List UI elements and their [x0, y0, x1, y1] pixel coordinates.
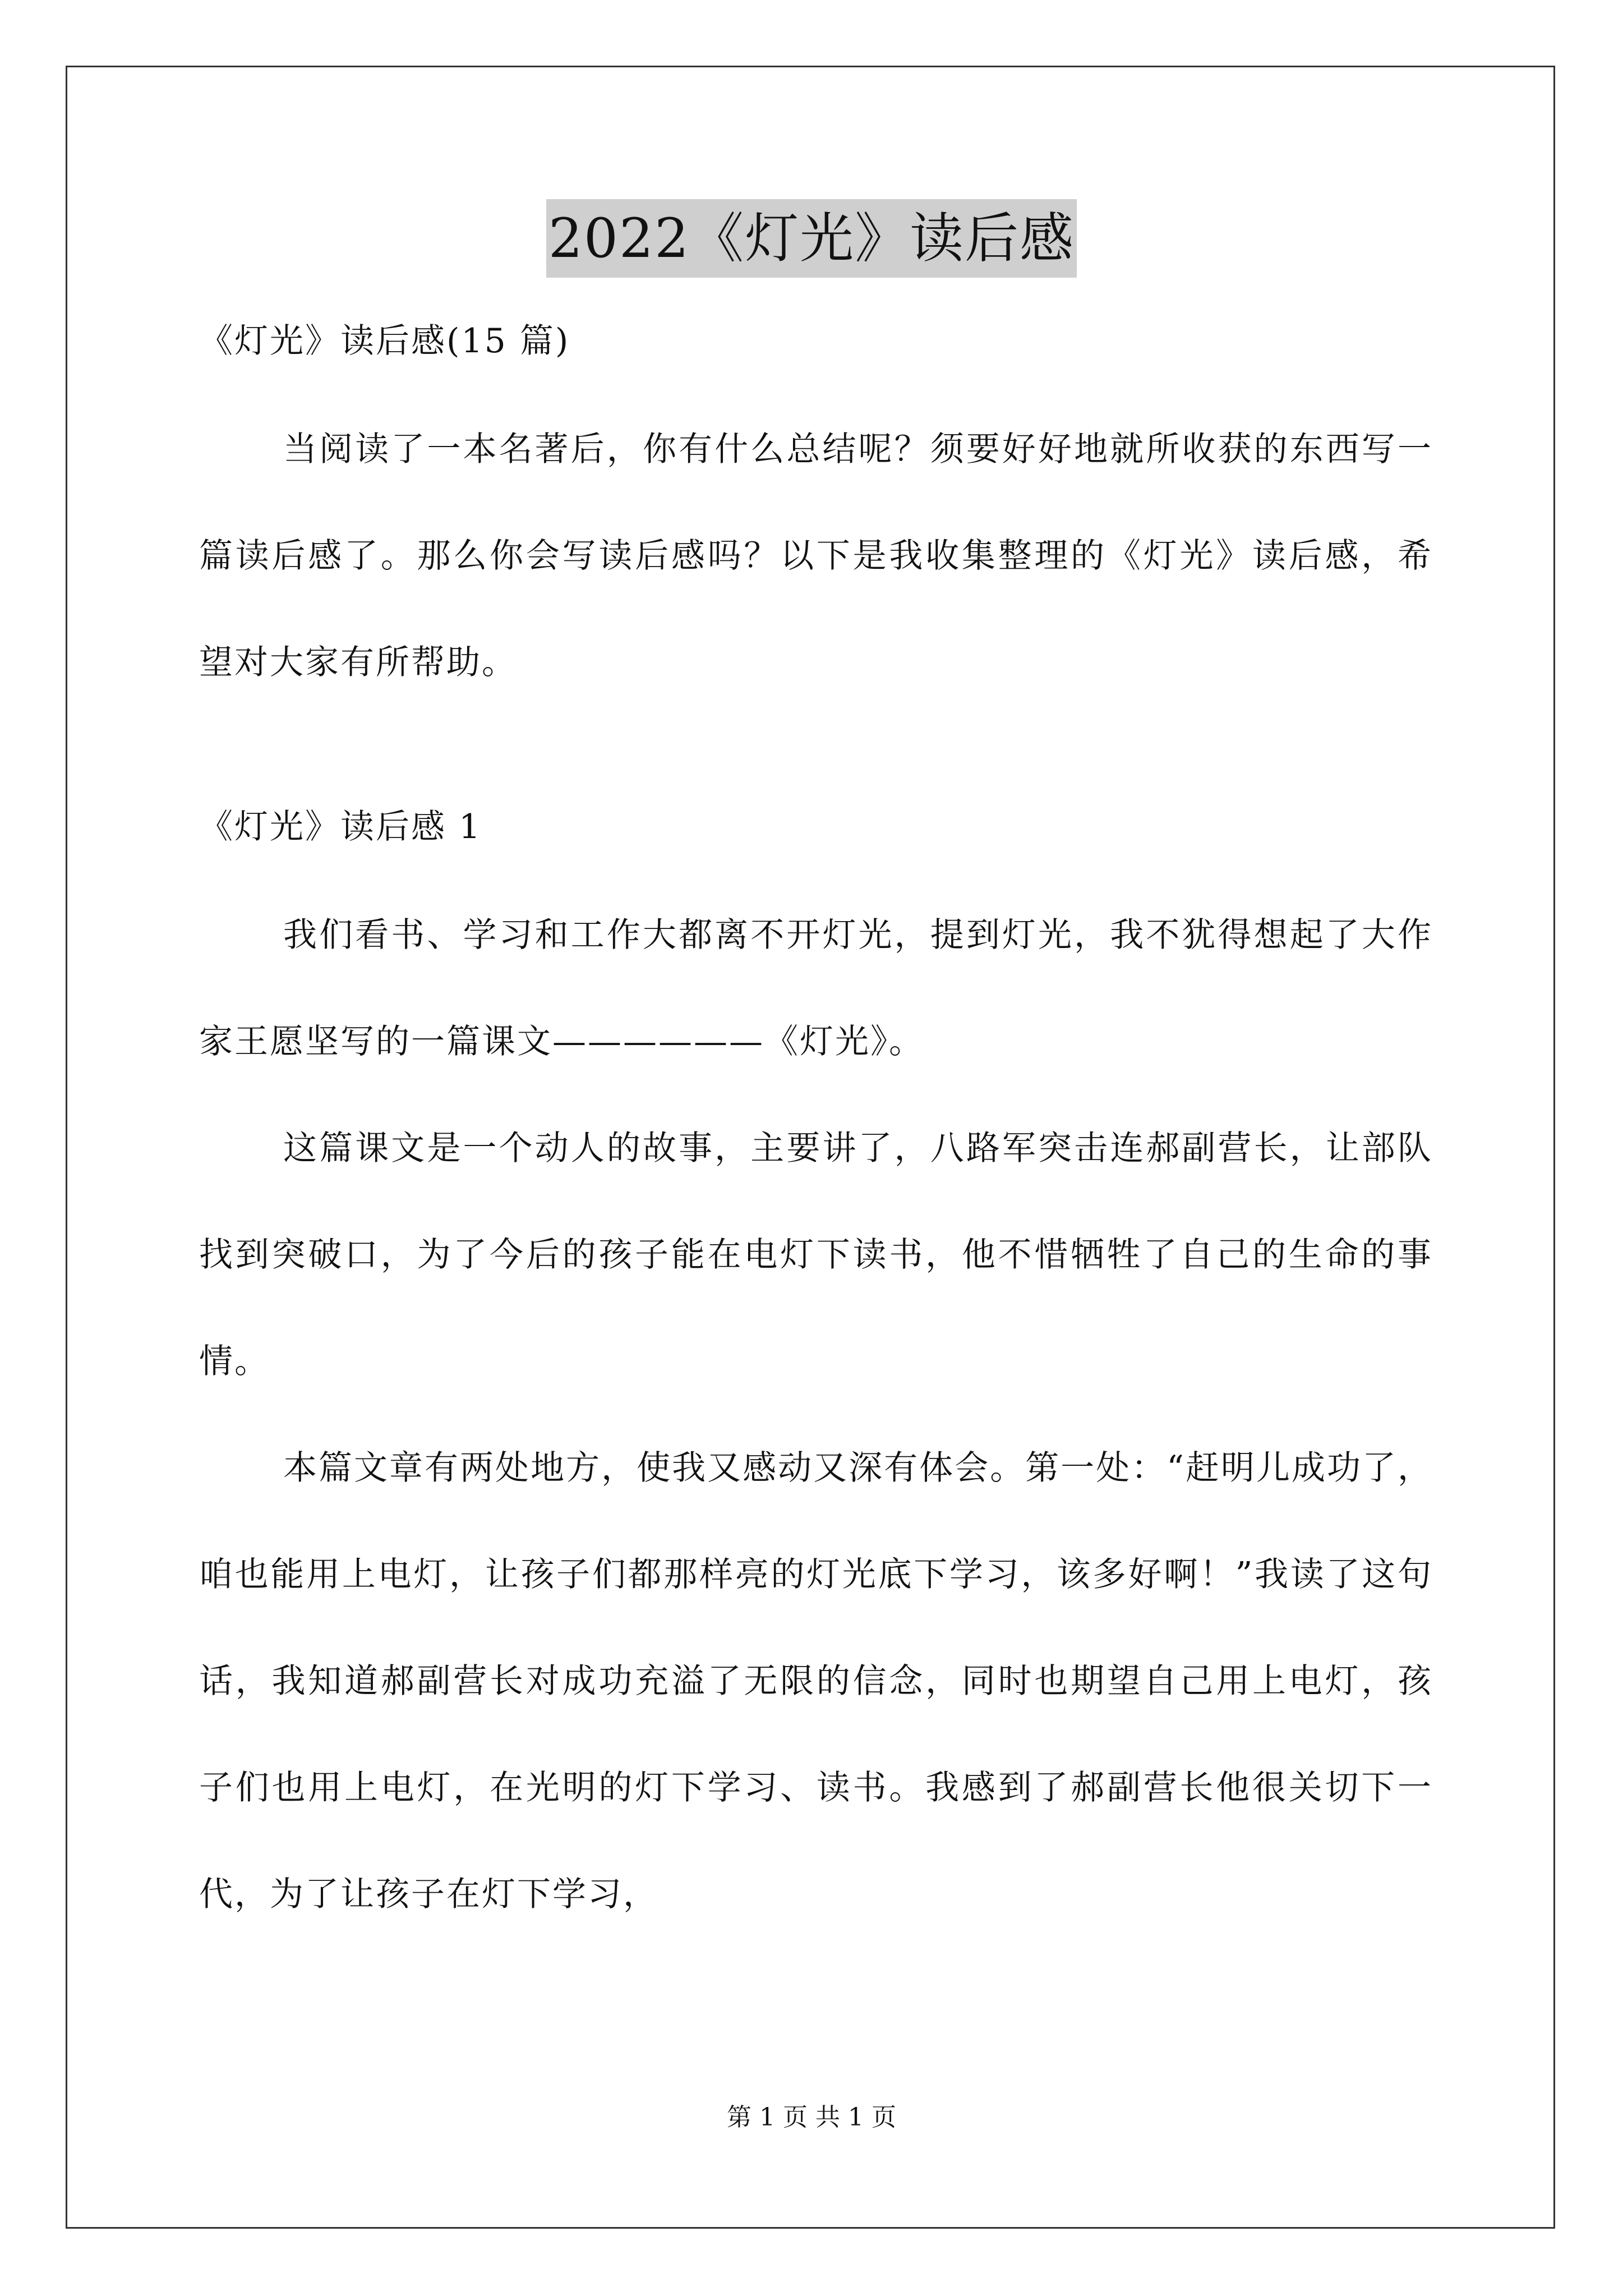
- document-body: [199, 314, 1433, 1948]
- section-heading: 《灯光》读后感 1: [199, 807, 482, 846]
- title-container: [0, 199, 1623, 278]
- intro-paragraph: 当阅读了一本名著后，你有什么总结呢？须要好好地就所收获的东西写一篇读后感了。那么你会写读后感吗？以下是我收集整理的《灯光》读后感，希望对大家有所帮助。: [199, 430, 1433, 682]
- body-paragraph: 这篇课文是一个动人的故事，主要讲了，八路军突击连郝副营长，让部队找到突破口，为了今后的孩子能在电灯下读书，他不惜牺牲了自己的生命的事情。: [199, 1129, 1433, 1381]
- page-footer: 第 1 页 共 1 页: [727, 2103, 896, 2132]
- document-subtitle: 《灯光》读后感(15 篇): [199, 321, 570, 361]
- body-paragraph: 本篇文章有两处地方，使我又感动又深有体会。第一处：“赶明儿成功了，咱也能用上电灯，让孩子们都那样亮的灯光底下学习，该多好啊！”我读了这句话，我知道郝副营长对成功充溢了无限的信念，同时也期望自己用上电灯，孩子们也用上电灯，在光明的灯下学习、读书。我感到了郝副营长他很关切下一代，为了让孩子在灯下学习，: [199, 1448, 1433, 1914]
- body-paragraph: 我们看书、学习和工作大都离不开灯光，提到灯光，我不犹得想起了大作家王愿坚写的一篇课文——————《灯光》。: [199, 915, 1433, 1061]
- document-title: 2022《灯光》读后感: [546, 199, 1077, 278]
